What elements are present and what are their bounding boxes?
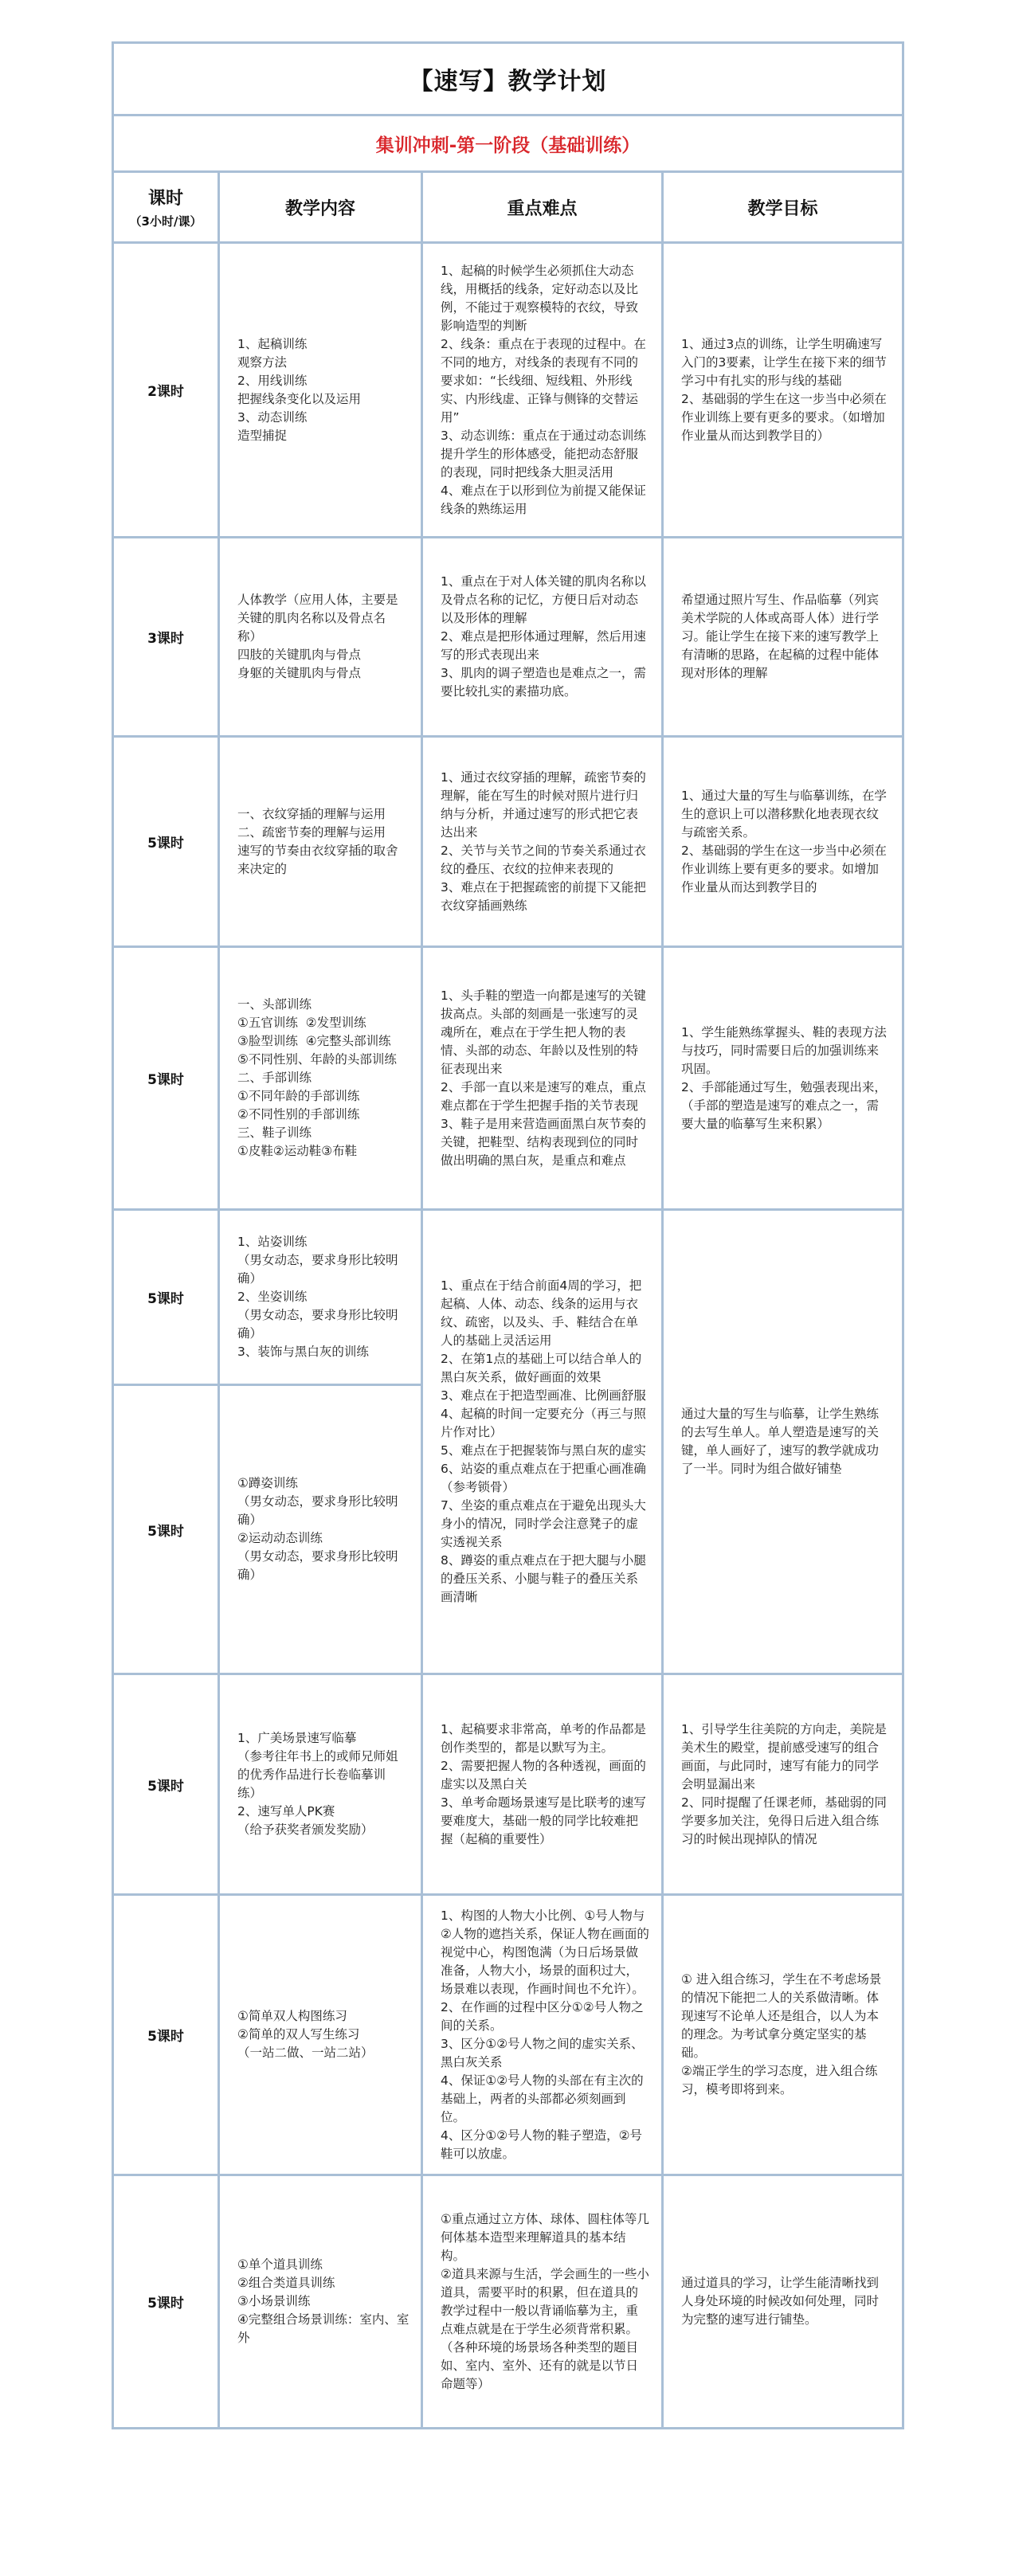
row-content-text: 人体教学（应用人体，主要是关键的肌肉名称以及骨点名称） 四肢的关键肌肉与骨点 身躯的关键肌肉与骨点 xyxy=(237,593,398,680)
table-row xyxy=(113,1674,903,1895)
header-hours xyxy=(113,172,219,243)
row-key-points-text: 1、重点在于结合前面4周的学习，把起稿、人体、动态、线条的运用与衣纹、疏密，以及头、手、鞋结合在单人的基础上灵活运用 2、在第1点的基础上可以结合单人的黑白灰关系，做好画面的效果 3、难点在于把造型画准、比例画舒服 4、起稿的时间一定要充分（再三与照片作对比） 5、难点在于把握装饰与黑白灰的虚实 6、站姿的重点难点在于把重心画准确（参考锁骨） 7、坐姿的重点难点在于避免出现头大身小的情况，同时学会注意凳子的虚实透视关系 8、蹲姿的重点难点在于把大腿与小腿的叠压关系、小腿与鞋子的叠压关系画清晰 xyxy=(441,1278,646,1604)
row-goals xyxy=(663,1895,903,2175)
row-goals-text: 通过道具的学习，让学生能清晰找到人身处环境的时候改如何处理，同时为完整的速写进行铺垫。 xyxy=(681,2276,880,2327)
row-key-points-text: 1、头手鞋的塑造一向都是速写的关键拔高点。头部的刻画是一张速写的灵魂所在，难点在于学生把人物的表情、头部的动态、年龄以及性别的特征表现出来 2、手部一直以来是速写的难点，重点难点都在于学生把握手指的关节表现 3、鞋子是用来营造画面黑白灰节奏的关键，把鞋型、结构表现到位的同时做出明确的黑白灰，是重点和难点 xyxy=(441,988,646,1168)
row-content xyxy=(219,1210,422,1385)
row-key-points-text: 1、通过衣纹穿插的理解，疏密节奏的理解，能在写生的时候对照片进行归纳与分析，并通过速写的形式把它表达出来 2、关节与关节之间的节奏关系通过衣纹的叠压、衣纹的拉伸来表现的 3、难点在于把握疏密的前提下又能把衣纹穿插画熟练 xyxy=(441,769,646,913)
row-content-text: 1、站姿训练 （男女动态，要求身形比较明确） 2、坐姿训练 （男女动态，要求身形比较明确） 3、装饰与黑白灰的训练 xyxy=(237,1235,398,1359)
teaching-plan-sheet xyxy=(112,41,902,2558)
row-goals-text: 1、学生能熟练掌握头、鞋的表现方法与技巧，同时需要日后的加强训练来巩固。 2、手部能通过写生，勉强表现出来，（手部的塑造是速写的难点之一，需要大量的临摹写生来积累） xyxy=(681,1024,887,1131)
header-key-points: 重点难点 xyxy=(422,172,663,243)
row-content-text: 1、起稿训练 观察方法 2、用线训练 把握线条变化以及运用 3、动态训练 造型捕捉 xyxy=(237,336,362,443)
row-hours: 5课时 xyxy=(113,2175,219,2429)
table-row xyxy=(113,538,903,737)
row-hours: 2课时 xyxy=(113,243,219,538)
row-goals xyxy=(663,737,903,947)
row-goals xyxy=(663,947,903,1210)
row-goals-text: 1、通过3点的训练，让学生明确速写入门的3要素，让学生在接下来的细节学习中有扎实的形与线的基础 2、基础弱的学生在这一步当中必须在作业训练上要有更多的要求。（如增加作业量从而达到教学目的） xyxy=(681,336,887,443)
row-hours: 5课时 xyxy=(113,1385,219,1674)
row-hours: 5课时 xyxy=(113,1895,219,2175)
row-content xyxy=(219,538,422,737)
row-content-text: ①单个道具训练 ②组合类道具训练 ③小场景训练 ④完整组合场景训练：室内、室外 xyxy=(237,2257,409,2345)
row-key-points-text: 1、重点在于对人体关键的肌肉名称以及骨点名称的记忆，方便日后对动态以及形体的理解 2、难点是把形体通过理解，然后用速写的形式表现出来 3、肌肉的调子塑造也是难点之一，需要比较扎实的素描功底。 xyxy=(441,574,646,699)
header-hours-note: （3小时/课） xyxy=(129,214,202,229)
row-content-text: 一、头部训练 ①五官训练 ②发型训练 ③脸型训练 ④完整头部训练 ⑤不同性别、年龄的头部训练 二、手部训练 ①不同年龄的手部训练 ②不同性别的手部训练 三、鞋子训练 ①皮鞋②运动鞋③布鞋 xyxy=(237,997,397,1158)
row-goals-text: 通过大量的写生与临摹，让学生熟练的去写生单人。单人塑造是速写的关键，单人画好了，速写的教学就成功了一半。同时为组合做好铺垫 xyxy=(681,1407,880,1476)
table-row xyxy=(113,243,903,538)
row-content-text: 1、广美场景速写临摹 （参考往年书上的或师兄师姐的优秀作品进行长卷临摹训练） 2、速写单人PK赛 （给予获奖者颁发奖励） xyxy=(237,1731,398,1837)
row-content xyxy=(219,1385,422,1674)
row-content xyxy=(219,1674,422,1895)
row-goals xyxy=(663,243,903,538)
row-content xyxy=(219,737,422,947)
row-content-text: 一、衣纹穿插的理解与运用 二、疏密节奏的理解与运用 速写的节奏由衣纹穿插的取舍来决定的 xyxy=(237,806,398,876)
row-key-points-text: ①重点通过立方体、球体、圆柱体等几何体基本造型来理解道具的基本结构。 ②道具来源与生活，学会画生的一些小道具，需要平时的积累，但在道具的教学过程中一般以背诵临摹为主，重点难点就是在于学生必须背常积累。（各种环境的场景场各种类型的题目如、室内、室外、还有的就是以节日命题等） xyxy=(441,2211,649,2391)
teaching-plan-table xyxy=(112,41,904,2429)
row-hours: 5课时 xyxy=(113,1674,219,1895)
row-hours: 3课时 xyxy=(113,538,219,737)
row-content xyxy=(219,947,422,1210)
row-goals-text: 希望通过照片写生、作品临摹（列宾美术学院的人体或高哥人体）进行学习。能让学生在接下来的速写教学上有清晰的思路，在起稿的过程中能体现对形体的理解 xyxy=(681,593,880,680)
row-key-points-text: 1、起稿要求非常高，单考的作品都是创作类型的，都是以默写为主。 2、需要把握人物的各种透视，画面的虚实以及黑白关 3、单考命题场景速写是比联考的速写要难度大，基础一般的同学比较难把握（起稿的重要性） xyxy=(441,1721,646,1846)
row-key-points xyxy=(422,2175,663,2429)
row-goals-text: 1、引导学生往美院的方向走，美院是美术生的殿堂，提前感受速写的组合画面，与此同时，速写有能力的同学会明显漏出来 2、同时提醒了任课老师，基础弱的同学要多加关注，免得日后进入组合练习的时候出现掉队的情况 xyxy=(681,1721,887,1846)
row-content-text: ①蹲姿训练 （男女动态，要求身形比较明确） ②运动动态训练 （男女动态，要求身形比较明确） xyxy=(237,1476,398,1582)
row-hours: 5课时 xyxy=(113,737,219,947)
row-goals xyxy=(663,1674,903,1895)
row-key-points xyxy=(422,737,663,947)
row-key-points xyxy=(422,947,663,1210)
header-content: 教学内容 xyxy=(219,172,422,243)
row-goals xyxy=(663,2175,903,2429)
plan-title: 【速写】教学计划 xyxy=(113,43,903,115)
row-goals xyxy=(663,538,903,737)
table-row xyxy=(113,737,903,947)
header-hours-label: 课时 xyxy=(147,189,183,209)
row-goals-text: ① 进入组合练习，学生在不考虑场景的情况下能把二人的关系做清晰。体现速写不论单人还是组合，以人为本的理念。为考试拿分奠定坚实的基础。 ②端正学生的学习态度，进入组合练习，模考即将到来。 xyxy=(681,1972,882,2096)
row-content xyxy=(219,243,422,538)
row-key-points-text: 1、起稿的时候学生必须抓住大动态线，用概括的线条，定好动态以及比例，不能过于观察模特的衣纹，导致影响造型的判断 2、线条：重点在于表现的过程中。在不同的地方，对线条的表现有不同的要求如：“长线细、短线粗、外形线实、内形线虚、正锋与侧锋的交替运用” 3、动态训练：重点在于通过动态训练提升学生的形体感受，能把动态舒服的表现，同时把线条大胆灵活用 4、难点在于以形到位为前提又能保证线条的熟练运用 xyxy=(441,263,646,516)
row-key-points xyxy=(422,243,663,538)
row-content xyxy=(219,2175,422,2429)
row-goals-text: 1、通过大量的写生与临摹训练，在学生的意识上可以潜移默化地表现衣纹与疏密关系。 2、基础弱的学生在这一步当中必须在作业训练上要有更多的要求。如增加作业量从而达到教学目的 xyxy=(681,788,887,895)
row-hours: 5课时 xyxy=(113,1210,219,1385)
table-row xyxy=(113,1210,903,1385)
table-row xyxy=(113,947,903,1210)
row-key-points xyxy=(422,1674,663,1895)
row-key-points-text: 1、构图的人物大小比例、①号人物与②人物的遮挡关系，保证人物在画面的视觉中心，构图饱满（为日后场景做准备，人物大小，场景的面积过大，场景难以表现，作画时间也不允许）。 2、在作画的过程中区分①②号人物之间的关系。 3、区分①②号人物之间的虚实关系、黑白灰关系 4、保证①②号人物的头部在有主次的基础上，两者的头部都必须刻画到位。 4、区分①②号人物的鞋子塑造，②号鞋可以放虚。 xyxy=(441,1908,649,2161)
plan-subtitle: 集训冲刺-第一阶段（基础训练） xyxy=(113,115,903,172)
table-row xyxy=(113,2175,903,2429)
row-content xyxy=(219,1895,422,2175)
row-key-points xyxy=(422,1210,663,1674)
row-content-text: ①简单双人构图练习 ②简单的双人写生练习 （一站二做、一站二站） xyxy=(237,2009,374,2060)
header-goals: 教学目标 xyxy=(663,172,903,243)
row-key-points xyxy=(422,538,663,737)
row-key-points xyxy=(422,1895,663,2175)
row-goals xyxy=(663,1210,903,1674)
table-row xyxy=(113,1895,903,2175)
row-hours: 5课时 xyxy=(113,947,219,1210)
